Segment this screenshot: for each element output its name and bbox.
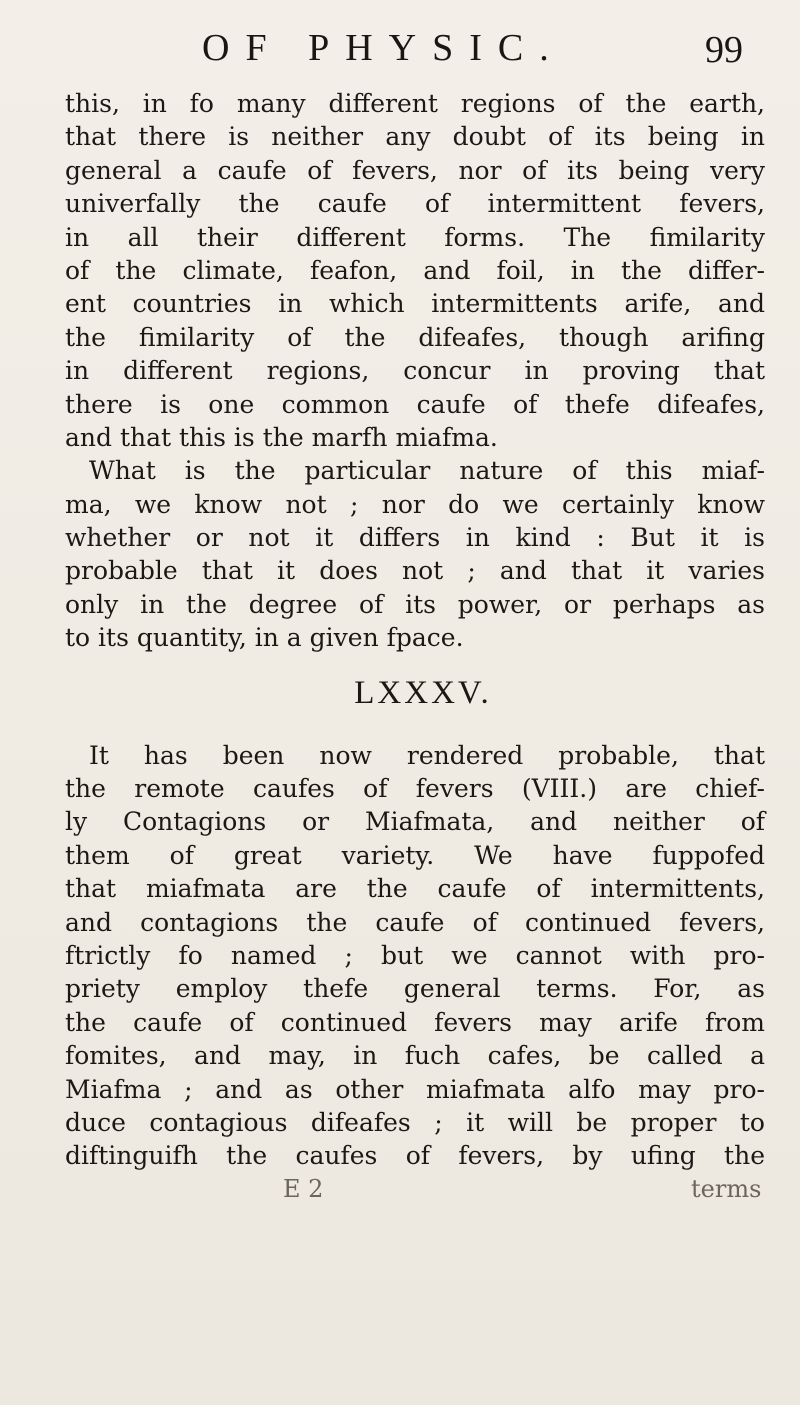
text-line: the fimilarity of the difeafes, though arifing bbox=[65, 322, 765, 352]
text-line: diftinguifh the caufes of fevers, by ufing the bbox=[65, 1141, 765, 1171]
section-gap bbox=[65, 725, 765, 739]
paragraph-2 bbox=[65, 454, 765, 654]
text-line: ma, we know not ; nor do we certainly know bbox=[65, 489, 765, 519]
paragraph-1 bbox=[65, 87, 765, 454]
text-line: It has been now rendered probable, that bbox=[89, 740, 765, 770]
text-line: to its quantity, in a given fpace. bbox=[65, 623, 464, 653]
text-line: fomites, and may, in fuch cafes, be called a bbox=[65, 1041, 765, 1071]
text-line: ent countries in which intermittents arife, and bbox=[65, 289, 765, 319]
signature-mark: E 2 bbox=[283, 1174, 324, 1203]
catchword: terms bbox=[691, 1174, 762, 1203]
text-line: there is one common caufe of thefe difeafes, bbox=[65, 389, 765, 419]
page-number: 99 bbox=[705, 29, 743, 71]
text-line: ly Contagions or Miafmata, and neither of bbox=[65, 807, 765, 837]
text-line: this, in fo many different regions of the earth, bbox=[65, 89, 765, 118]
running-head bbox=[0, 26, 800, 76]
text-line: priety employ thefe general terms. For, as bbox=[65, 974, 765, 1004]
text-line: general a caufe of fevers, nor of its being very bbox=[65, 155, 765, 185]
text-line: and contagions the caufe of continued fevers, bbox=[65, 907, 765, 937]
text-line: and that this is the marfh miafma. bbox=[65, 422, 498, 452]
text-line: univerfally the caufe of intermittent fevers, bbox=[65, 189, 765, 219]
text-line: Miafma ; and as other miafmata alfo may pro- bbox=[65, 1074, 765, 1104]
text-line: only in the degree of its power, or perhaps as bbox=[65, 589, 765, 619]
body-text bbox=[65, 87, 765, 1206]
text-line: What is the particular nature of this miaf- bbox=[89, 456, 765, 486]
text-line: them of great variety. We have fuppofed bbox=[65, 840, 765, 870]
running-title: OF PHYSIC. bbox=[202, 27, 565, 69]
text-line: in all their different forms. The fimilarity bbox=[65, 222, 765, 252]
text-line: the caufe of continued fevers may arife from bbox=[65, 1007, 765, 1037]
text-line: probable that it does not ; and that it varies bbox=[65, 556, 765, 586]
section-heading: LXXXV. bbox=[354, 674, 492, 711]
text-line: the remote caufes of fevers (VIII.) are chief- bbox=[65, 774, 765, 804]
text-line: whether or not it differs in kind : But it is bbox=[65, 523, 765, 553]
text-line: that there is neither any doubt of its being in bbox=[65, 122, 765, 152]
text-line: that miafmata are the caufe of intermittents, bbox=[65, 874, 765, 904]
text-line: ftrictly fo named ; but we cannot with pro- bbox=[65, 940, 765, 970]
footer-line bbox=[65, 1173, 765, 1206]
text-line: in different regions, concur in proving that bbox=[65, 356, 765, 386]
text-line: of the climate, feafon, and foil, in the differ- bbox=[65, 255, 765, 285]
text-line: duce contagious difeafes ; it will be proper to bbox=[65, 1107, 765, 1137]
paragraph-3 bbox=[65, 739, 765, 1173]
